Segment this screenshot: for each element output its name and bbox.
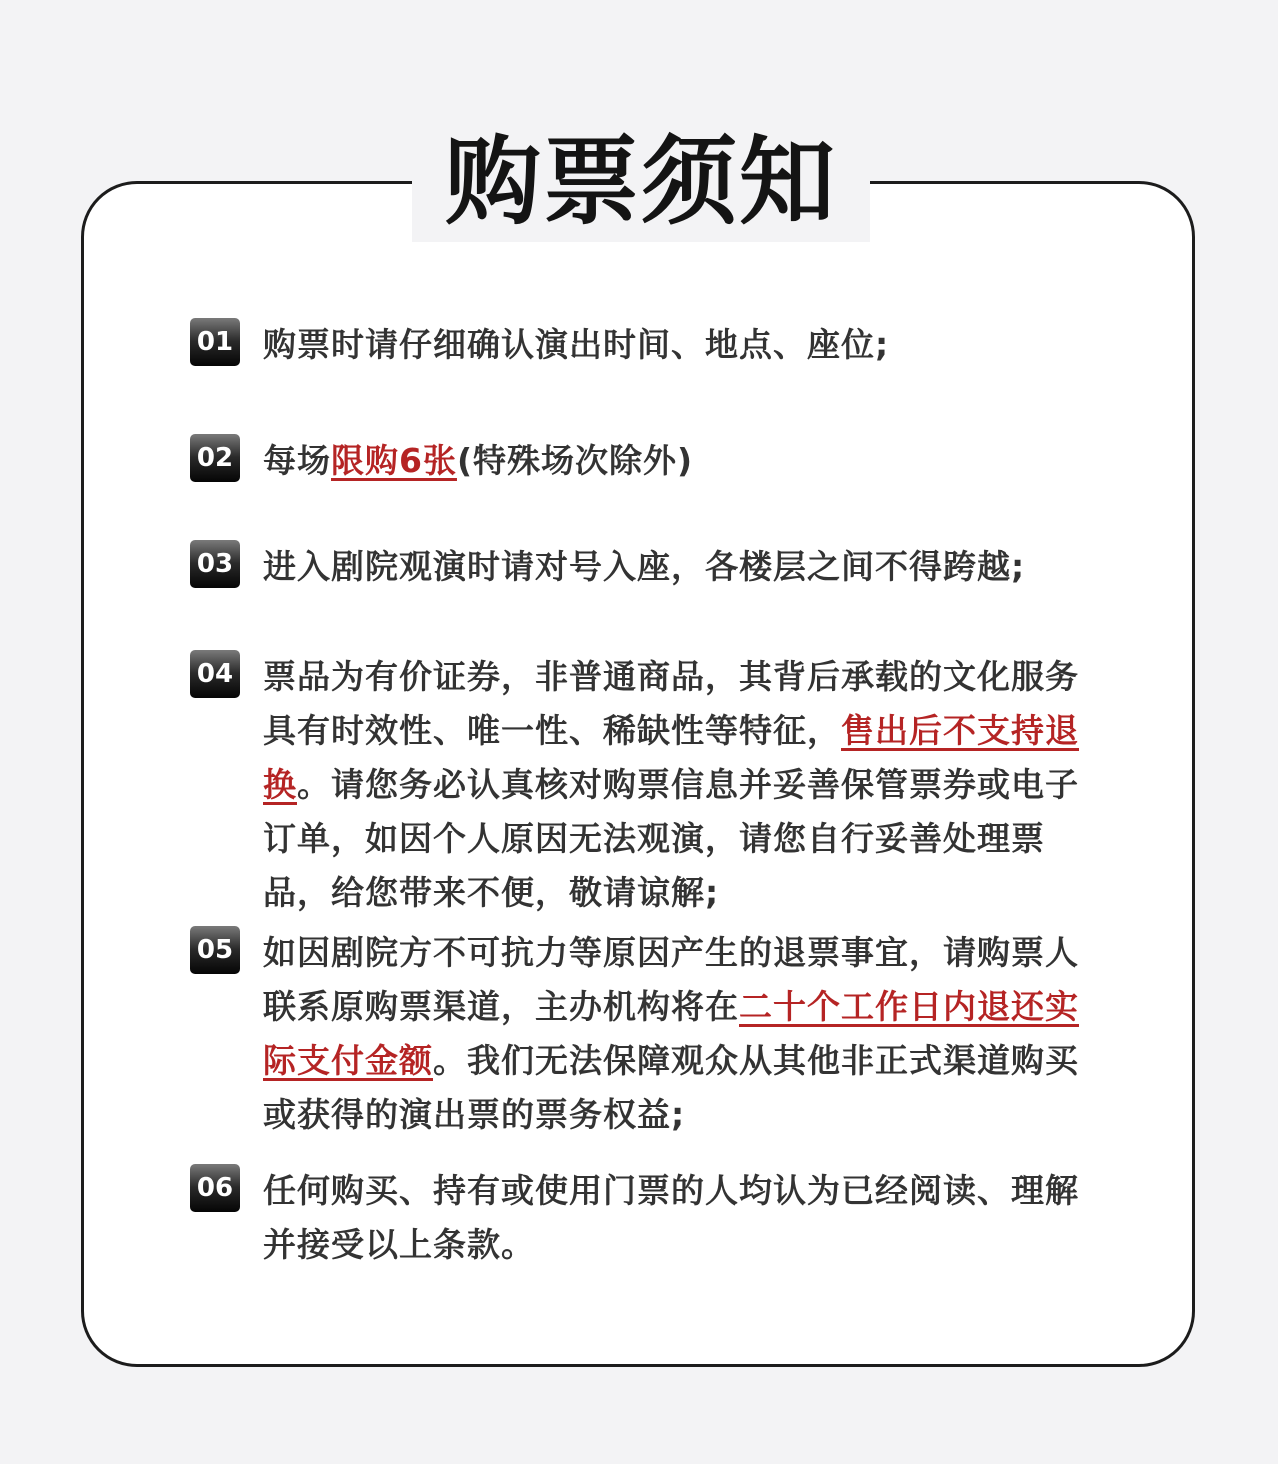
- item-text: 如因剧院方不可抗力等原因产生的退票事宜，请购票人联系原购票渠道，主办机构将在二十个工作日内退还实际支付金额。我们无法保障观众从其他非正式渠道购买或获得的演出票的票务权益;: [263, 933, 1079, 1134]
- item-number-badge: 04: [190, 650, 240, 698]
- item-text: 购票时请仔细确认演出时间、地点、座位;: [263, 325, 890, 364]
- item-number-badge: 03: [190, 540, 240, 588]
- page-title: 购票须知: [445, 125, 837, 238]
- item-number-badge: 01: [190, 318, 240, 366]
- item-text: 每场限购6张(特殊场次除外): [263, 441, 694, 480]
- item-text: 进入剧院观演时请对号入座，各楼层之间不得跨越;: [263, 547, 1026, 586]
- item-number-badge: 05: [190, 926, 240, 974]
- item-text: 任何购买、持有或使用门票的人均认为已经阅读、理解并接受以上条款。: [263, 1171, 1079, 1264]
- item-number-badge: 02: [190, 434, 240, 482]
- item-number-badge: 06: [190, 1164, 240, 1212]
- item-text: 票品为有价证券，非普通商品，其背后承载的文化服务具有时效性、唯一性、稀缺性等特征，售出后不支持退换。请您务必认真核对购票信息并妥善保管票券或电子订单，如因个人原因无法观演，请您自行妥善处理票品，给您带来不便，敬请谅解;: [263, 657, 1079, 912]
- highlight-text: 二十个工作日内退还实际支付金额: [263, 987, 1079, 1080]
- title-banner: [412, 122, 870, 242]
- highlight-text: 售出后不支持退换: [263, 711, 1079, 804]
- highlight-text: 限购6张: [331, 441, 457, 480]
